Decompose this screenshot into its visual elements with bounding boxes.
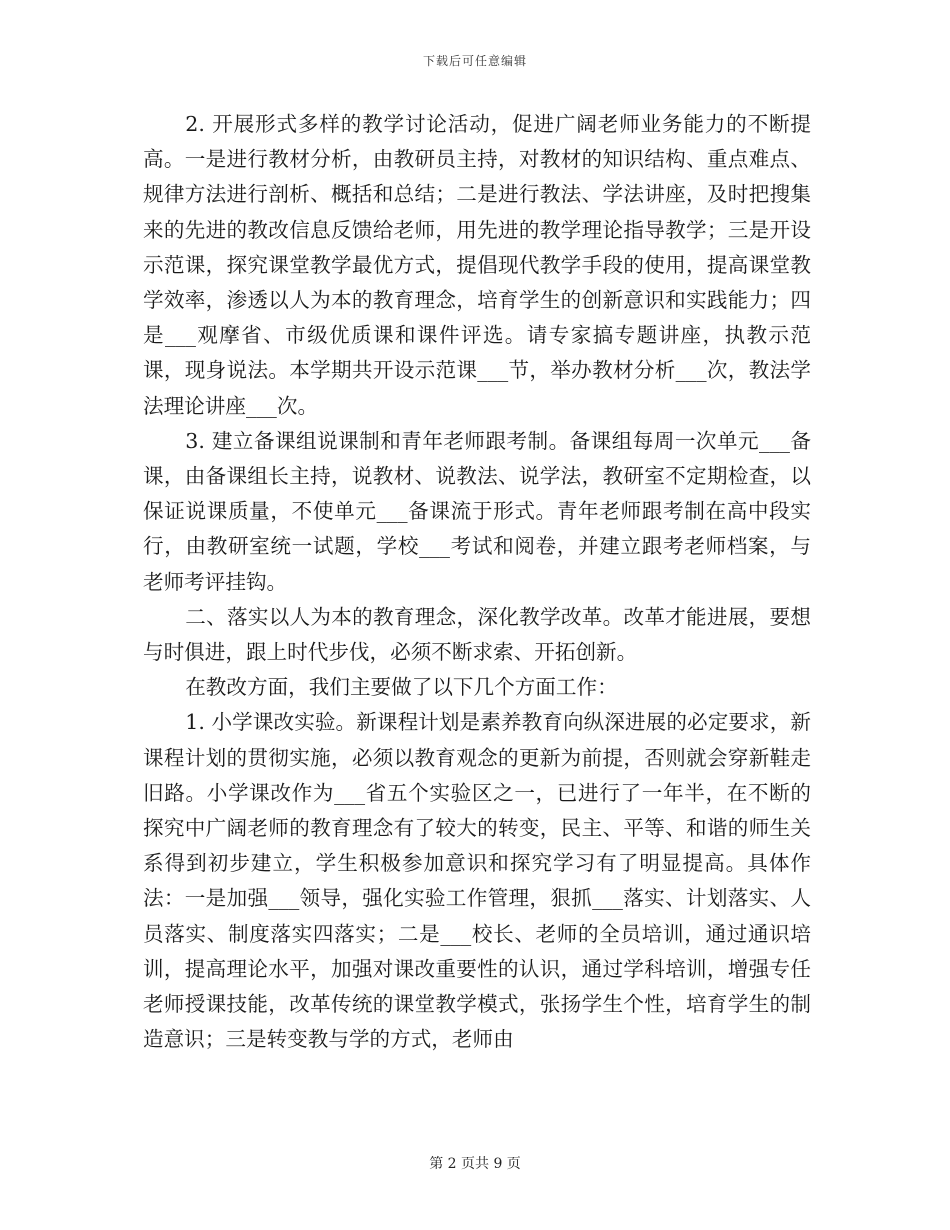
paragraph: 在教改方面，我们主要做了以下几个方面工作： xyxy=(185,675,618,700)
paragraph: 2. 开展形式多样的教学讨论活动，促进广阔老师业务能力的不断提高。一是进行教材分析，由教研员主持，对教材的知识结构、重点难点、规律方法进行剖析、概括和总结；二是进行教法、学法讲座，及时把搜集来的先进的教改信息反馈给老师，用先进的教学理论指导教学；三是开设示范课，探究课堂教学最优方式，提倡现代教学手段的使用，提高课堂教学效率，渗透以人为本的教育理念，培育学生的创新意识和实践能力；四是___观摩省、市级优质课和课件评选。请专家搞专题讲座，执教示范课，现身说法。本学期共开设示范课___节，举办教材分析___次，教法学法理论讲座___次。 xyxy=(143,112,811,418)
paragraph: 3. 建立备课组说课制和青年老师跟考制。备课组每周一次单元___备课，由备课组长主持，说教材、说教法、说学法，教研室不定期检查，以保证说课质量，不使单元___备课流于形式。青年老师跟考制在高中段实行，由教研室统一试题，学校___考试和阅卷，并建立跟考老师档案，与老师考评挂钩。 xyxy=(143,428,811,594)
page-header: 下载后可任意编辑 xyxy=(422,54,527,68)
paragraph: 二、落实以人为本的教育理念，深化教学改革。改革才能进展，要想与时俱进，跟上时代步伐，必须不断求索、开拓创新。 xyxy=(143,604,811,665)
paragraph: 1. 小学课改实验。新课程计划是素养教育向纵深进展的必定要求，新课程计划的贯彻实施，必须以教育观念的更新为前提，否则就会穿新鞋走旧路。小学课改作为___省五个实验区之一，已进行了一年半，在不断的探究中广阔老师的教育理念有了较大的转变，民主、平等、和谐的师生关系得到初步建立，学生积极参加意识和探究学习有了明显提高。具体作法：一是加强___领导，强化实验工作管理，狠抓___落实、计划落实、人员落实、制度落实四落实；二是___校长、老师的全员培训，通过通识培训，提高理论水平，加强对课改重要性的认识，通过学科培训，增强专任老师授课技能，改革传统的课堂教学模式，张扬学生个性，培育学生的制造意识；三是转变教与学的方式，老师由 xyxy=(143,710,811,1052)
document-body xyxy=(143,107,811,1057)
page-footer: 第 2 页共 9 页 xyxy=(429,1156,521,1172)
